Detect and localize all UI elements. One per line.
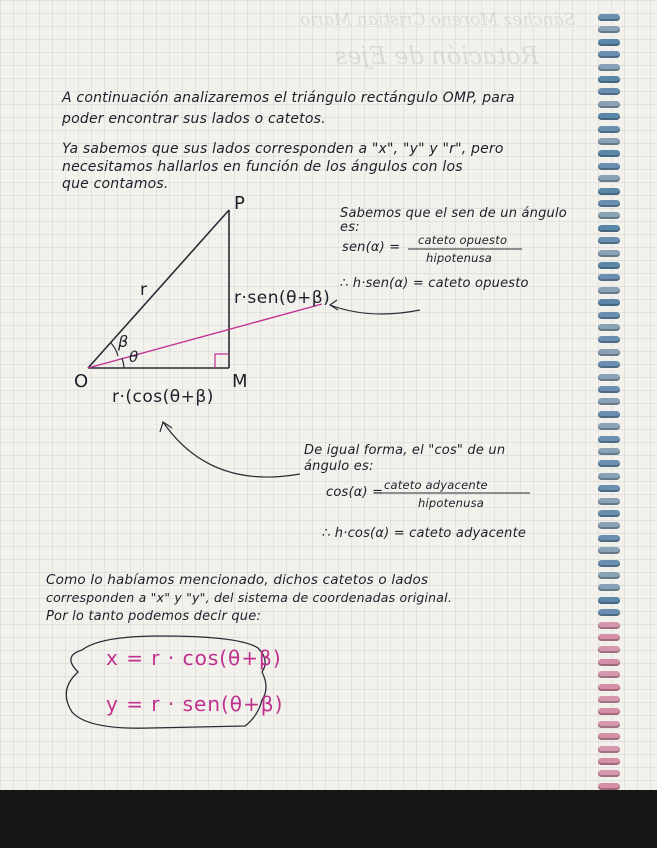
binding-ring: [598, 547, 620, 554]
binding-ring: [598, 336, 620, 343]
binding-ring: [598, 485, 620, 492]
sine-definition-denominator: hipotenusa: [426, 251, 493, 265]
binding-ring: [598, 708, 620, 715]
cos-arrow: [163, 422, 300, 477]
binding-ring: [598, 14, 620, 21]
binding-ring: [598, 758, 620, 765]
binding-ring: [598, 572, 620, 579]
binding-ring: [598, 138, 620, 145]
binding-ring: [598, 163, 620, 170]
sine-arrow: [330, 305, 420, 314]
scanner-background: [0, 790, 657, 848]
cos-definition-lhs: cos(α) =: [326, 485, 384, 500]
intro-line-5: que contamos.: [62, 176, 169, 192]
binding-ring: [598, 188, 620, 195]
intro-line-2: poder encontrar sus lados o catetos.: [62, 111, 326, 127]
binding-ring: [598, 746, 620, 753]
binding-ring: [598, 262, 620, 269]
beta-arc: [111, 343, 118, 356]
binding-ring: [598, 770, 620, 777]
equation-x: [106, 646, 282, 670]
sine-definition-lhs: sen(α) =: [342, 240, 401, 255]
binding-ring: [598, 76, 620, 83]
binding-ring: [598, 299, 620, 306]
binding-ring: [598, 411, 620, 418]
binding-ring: [598, 398, 620, 405]
binding-ring: [598, 88, 620, 95]
binding-ring: [598, 622, 620, 629]
binding-ring: [598, 274, 620, 281]
binding-ring: [598, 212, 620, 219]
binding-ring: [598, 510, 620, 517]
binding-ring: [598, 721, 620, 728]
binding-ring: [598, 225, 620, 232]
spiral-binding: [598, 14, 622, 790]
binding-ring: [598, 113, 620, 120]
adjacent-side-label: r·(cos(θ+β): [112, 387, 214, 407]
sine-definition-numerator: cateto opuesto: [418, 233, 508, 247]
hypotenuse-label: r: [140, 280, 148, 300]
binding-ring: [598, 646, 620, 653]
binding-ring: [598, 609, 620, 616]
binding-ring: [598, 26, 620, 33]
vertex-p-label: P: [234, 193, 246, 214]
binding-ring: [598, 237, 620, 244]
binding-ring: [598, 671, 620, 678]
binding-ring: [598, 498, 620, 505]
ghost-header-name: Sánchez Moreno Cristian Mario: [300, 10, 576, 30]
theta-arc: [122, 358, 124, 368]
theta-label: θ: [129, 348, 139, 366]
binding-ring: [598, 696, 620, 703]
binding-ring: [598, 386, 620, 393]
binding-ring: [598, 64, 620, 71]
binding-ring: [598, 101, 620, 108]
binding-ring: [598, 659, 620, 666]
binding-ring: [598, 783, 620, 790]
binding-ring: [598, 448, 620, 455]
binding-ring: [598, 349, 620, 356]
binding-ring: [598, 597, 620, 604]
triangle-hypotenuse: [88, 210, 229, 368]
opposite-side-label: r·sen(θ+β): [234, 288, 331, 308]
binding-ring: [598, 324, 620, 331]
binding-ring: [598, 287, 620, 294]
cos-result: ∴ h·cos(α) = cateto adyacente: [322, 526, 527, 541]
equation-y: [106, 692, 283, 716]
cos-definition-denominator: hipotenusa: [418, 496, 485, 510]
sine-note-line-1: Sabemos que el sen de un ángulo: [340, 206, 567, 221]
vertex-o-label: O: [74, 371, 90, 392]
intro-line-1: A continuación analizaremos el triángulo rectángulo OMP, para: [62, 90, 515, 106]
vertex-m-label: M: [232, 371, 249, 392]
binding-ring: [598, 150, 620, 157]
binding-ring: [598, 684, 620, 691]
binding-ring: [598, 374, 620, 381]
conclusion-line-1: Como lo habíamos mencionado, dichos catetos o lados: [46, 572, 429, 588]
ghost-header-title: Rotación de Ejes: [335, 42, 539, 70]
binding-ring: [598, 460, 620, 467]
cos-definition-numerator: cateto adyacente: [384, 478, 488, 492]
intro-line-3: Ya sabemos que sus lados corresponden a "x", "y" y "r", pero: [62, 141, 504, 157]
binding-ring: [598, 535, 620, 542]
equation-x-text: x = r · cos(θ+β): [106, 646, 282, 670]
binding-ring: [598, 200, 620, 207]
binding-ring: [598, 423, 620, 430]
equation-y-text: y = r · sen(θ+β): [106, 692, 284, 716]
binding-ring: [598, 175, 620, 182]
binding-ring: [598, 584, 620, 591]
binding-ring: [598, 361, 620, 368]
binding-ring: [598, 436, 620, 443]
binding-ring: [598, 250, 620, 257]
binding-ring: [598, 634, 620, 641]
sine-result: ∴ h·sen(α) = cateto opuesto: [340, 276, 529, 291]
binding-ring: [598, 522, 620, 529]
cos-note-line-1: De igual forma, el "cos" de un: [304, 443, 506, 458]
binding-ring: [598, 733, 620, 740]
binding-ring: [598, 39, 620, 46]
binding-ring: [598, 51, 620, 58]
conclusion-line-2: corresponden a "x" y "y", del sistema de coordenadas original.: [46, 590, 453, 605]
right-angle-mark: [215, 354, 229, 368]
beta-label: β: [118, 332, 129, 351]
conclusion-line-3: Por lo tanto podemos decir que:: [46, 609, 261, 624]
binding-ring: [598, 473, 620, 480]
sine-note-line-2: es:: [340, 220, 360, 235]
cos-note-line-2: ángulo es:: [304, 459, 374, 474]
intro-line-4: necesitamos hallarlos en función de los ángulos con los: [62, 159, 463, 175]
binding-ring: [598, 560, 620, 567]
binding-ring: [598, 312, 620, 319]
binding-ring: [598, 126, 620, 133]
